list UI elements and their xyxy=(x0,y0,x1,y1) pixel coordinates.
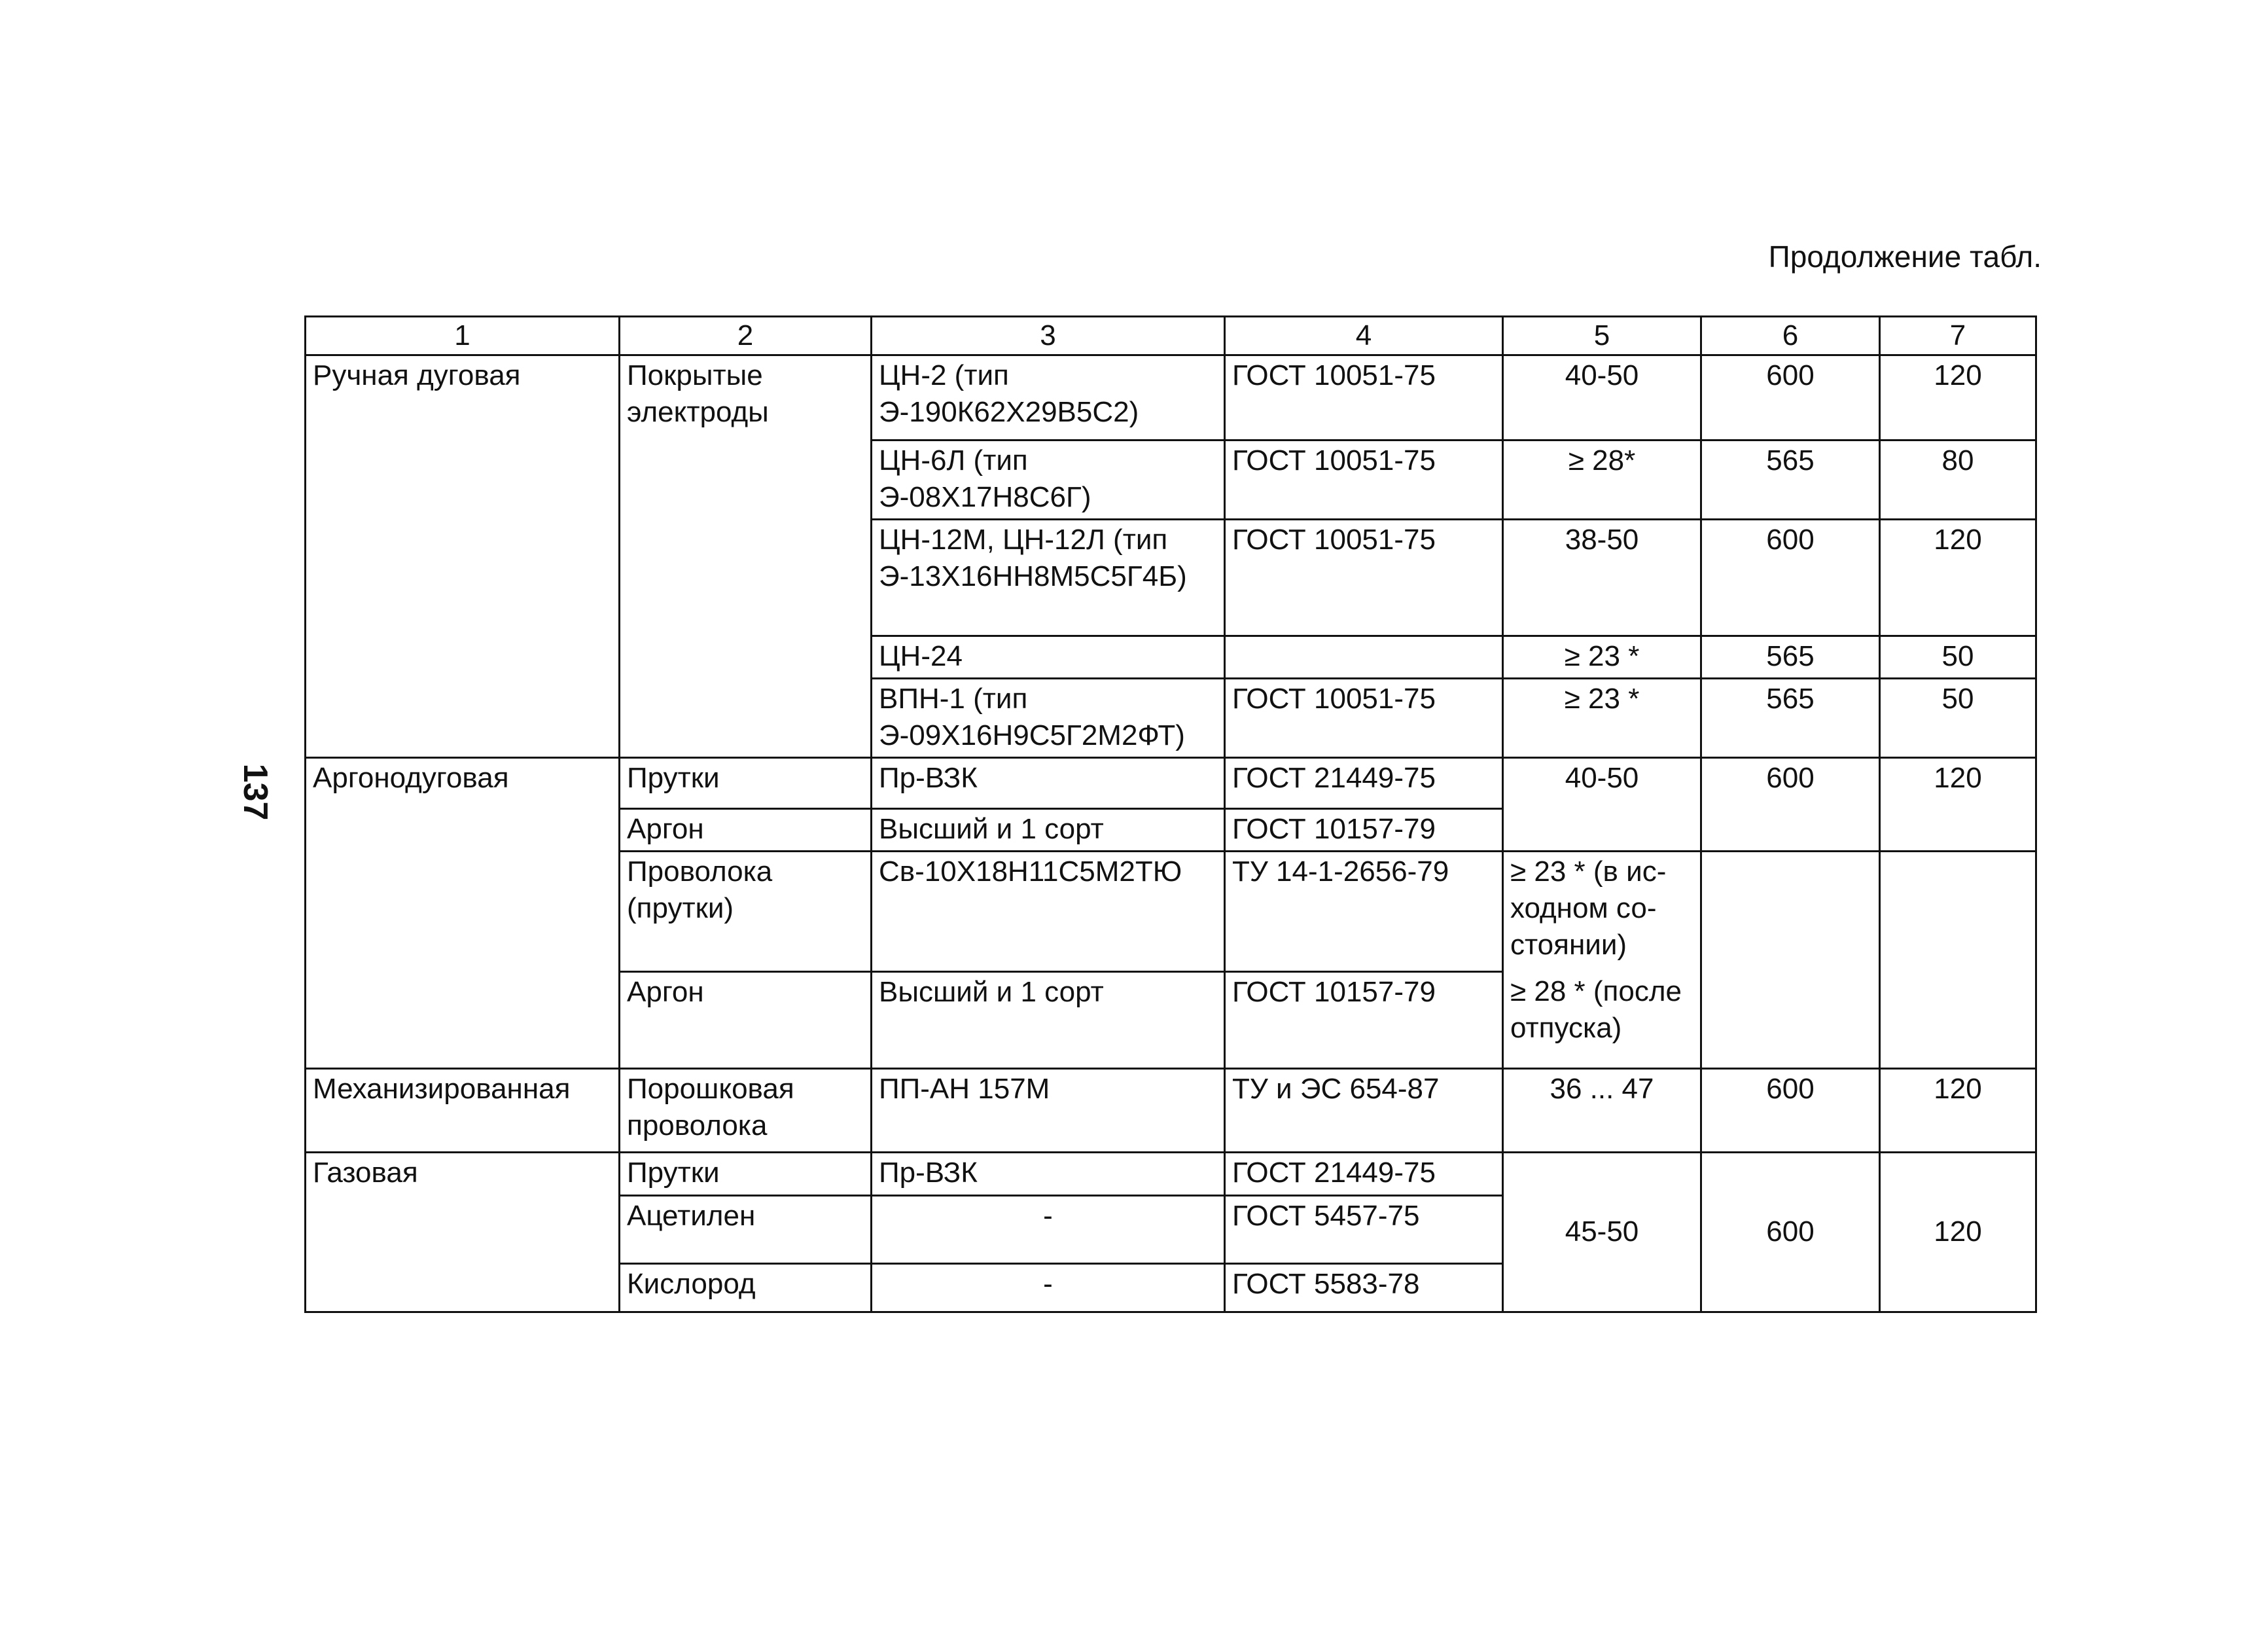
table-row xyxy=(306,1069,2036,1153)
col7-cell xyxy=(1880,852,2036,1069)
column-header: 3 xyxy=(872,317,1225,355)
standard-cell: ГОСТ 21449-75 xyxy=(1225,758,1503,809)
grade-cell: ЦН-24 xyxy=(872,636,1225,679)
column-header: 6 xyxy=(1701,317,1880,355)
col5-cell: 38-50 xyxy=(1503,520,1701,636)
grade-cell: ЦН-2 (тип Э-190К62Х29В5С2) xyxy=(872,355,1225,441)
table-row xyxy=(306,1153,2036,1196)
column-header: 7 xyxy=(1880,317,2036,355)
standard-cell: ГОСТ 10051-75 xyxy=(1225,441,1503,520)
material-cell: Аргон xyxy=(620,809,872,852)
method-cell: Механизированная xyxy=(306,1069,620,1153)
grade-cell: ПП-АН 157М xyxy=(872,1069,1225,1153)
material-cell: Порошковая проволока xyxy=(620,1069,872,1153)
col6-cell xyxy=(1701,852,1880,1069)
grade-cell: - xyxy=(872,1264,1225,1312)
col7-cell: 120 xyxy=(1880,1069,2036,1153)
col7-cell: 50 xyxy=(1880,636,2036,679)
col5-cell: ≥ 23 * xyxy=(1503,636,1701,679)
col6-cell: 600 xyxy=(1701,520,1880,636)
col5-cell: 45-50 xyxy=(1503,1153,1701,1312)
header-row xyxy=(306,317,2036,355)
data-table xyxy=(304,315,2037,1313)
standard-cell: ГОСТ 21449-75 xyxy=(1225,1153,1503,1196)
col6-cell: 565 xyxy=(1701,636,1880,679)
col6-cell: 600 xyxy=(1701,355,1880,441)
standard-cell xyxy=(1225,636,1503,679)
grade-cell: Высший и 1 сорт xyxy=(872,809,1225,852)
material-cell: Прутки xyxy=(620,1153,872,1196)
material-cell: Кислород xyxy=(620,1264,872,1312)
material-cell: Проволока (прутки) xyxy=(620,852,872,972)
col5-cell: ≥ 28 * (после отпуска) xyxy=(1503,972,1701,1069)
standard-cell: ГОСТ 10051-75 xyxy=(1225,355,1503,441)
standard-cell: ГОСТ 10051-75 xyxy=(1225,520,1503,636)
table-caption: Продолжение табл. xyxy=(1768,240,2042,274)
standard-cell: ГОСТ 10157-79 xyxy=(1225,809,1503,852)
material-cell: Покрытые электроды xyxy=(620,355,872,758)
material-cell: Аргон xyxy=(620,972,872,1069)
column-header: 1 xyxy=(306,317,620,355)
col7-cell: 80 xyxy=(1880,441,2036,520)
standard-cell: ГОСТ 10157-79 xyxy=(1225,972,1503,1069)
column-header: 4 xyxy=(1225,317,1503,355)
col5-cell: ≥ 23 * xyxy=(1503,679,1701,758)
method-cell: Аргонодуговая xyxy=(306,758,620,1069)
grade-cell: ЦН-12М, ЦН-12Л (тип Э-13Х16НН8М5С5Г4Б) xyxy=(872,520,1225,636)
method-cell: Газовая xyxy=(306,1153,620,1312)
grade-cell: Пр-ВЗК xyxy=(872,758,1225,809)
col6-cell: 565 xyxy=(1701,679,1880,758)
grade-cell: Высший и 1 сорт xyxy=(872,972,1225,1069)
standard-cell: ТУ 14-1-2656-79 xyxy=(1225,852,1503,972)
standard-cell: ГОСТ 10051-75 xyxy=(1225,679,1503,758)
col5-cell: ≥ 23 * (в ис- ходном со- стоянии) xyxy=(1503,852,1701,972)
col7-cell: 120 xyxy=(1880,520,2036,636)
grade-cell: Пр-ВЗК xyxy=(872,1153,1225,1196)
grade-cell: - xyxy=(872,1196,1225,1264)
page-number: 137 xyxy=(236,763,274,821)
col6-cell: 565 xyxy=(1701,441,1880,520)
col5-cell: 40-50 xyxy=(1503,355,1701,441)
table-row xyxy=(306,355,2036,441)
grade-cell: ВПН-1 (тип Э-09Х16Н9С5Г2М2ФТ) xyxy=(872,679,1225,758)
col7-cell: 120 xyxy=(1880,355,2036,441)
grade-cell: Св-10Х18Н11С5М2ТЮ xyxy=(872,852,1225,972)
col7-cell: 50 xyxy=(1880,679,2036,758)
col5-cell: 36 ... 47 xyxy=(1503,1069,1701,1153)
method-cell: Ручная дуговая xyxy=(306,355,620,758)
col6-cell: 600 xyxy=(1701,1153,1880,1312)
col5-cell: ≥ 28* xyxy=(1503,441,1701,520)
material-cell: Прутки xyxy=(620,758,872,809)
table-row xyxy=(306,758,2036,809)
material-cell: Ацетилен xyxy=(620,1196,872,1264)
col6-cell: 600 xyxy=(1701,1069,1880,1153)
standard-cell: ГОСТ 5583-78 xyxy=(1225,1264,1503,1312)
standard-cell: ТУ и ЭС 654-87 xyxy=(1225,1069,1503,1153)
col7-cell: 120 xyxy=(1880,758,2036,852)
column-header: 5 xyxy=(1503,317,1701,355)
grade-cell: ЦН-6Л (тип Э-08Х17Н8С6Г) xyxy=(872,441,1225,520)
col5-cell: 40-50 xyxy=(1503,758,1701,852)
col7-cell: 120 xyxy=(1880,1153,2036,1312)
standard-cell: ГОСТ 5457-75 xyxy=(1225,1196,1503,1264)
column-header: 2 xyxy=(620,317,872,355)
col6-cell: 600 xyxy=(1701,758,1880,852)
